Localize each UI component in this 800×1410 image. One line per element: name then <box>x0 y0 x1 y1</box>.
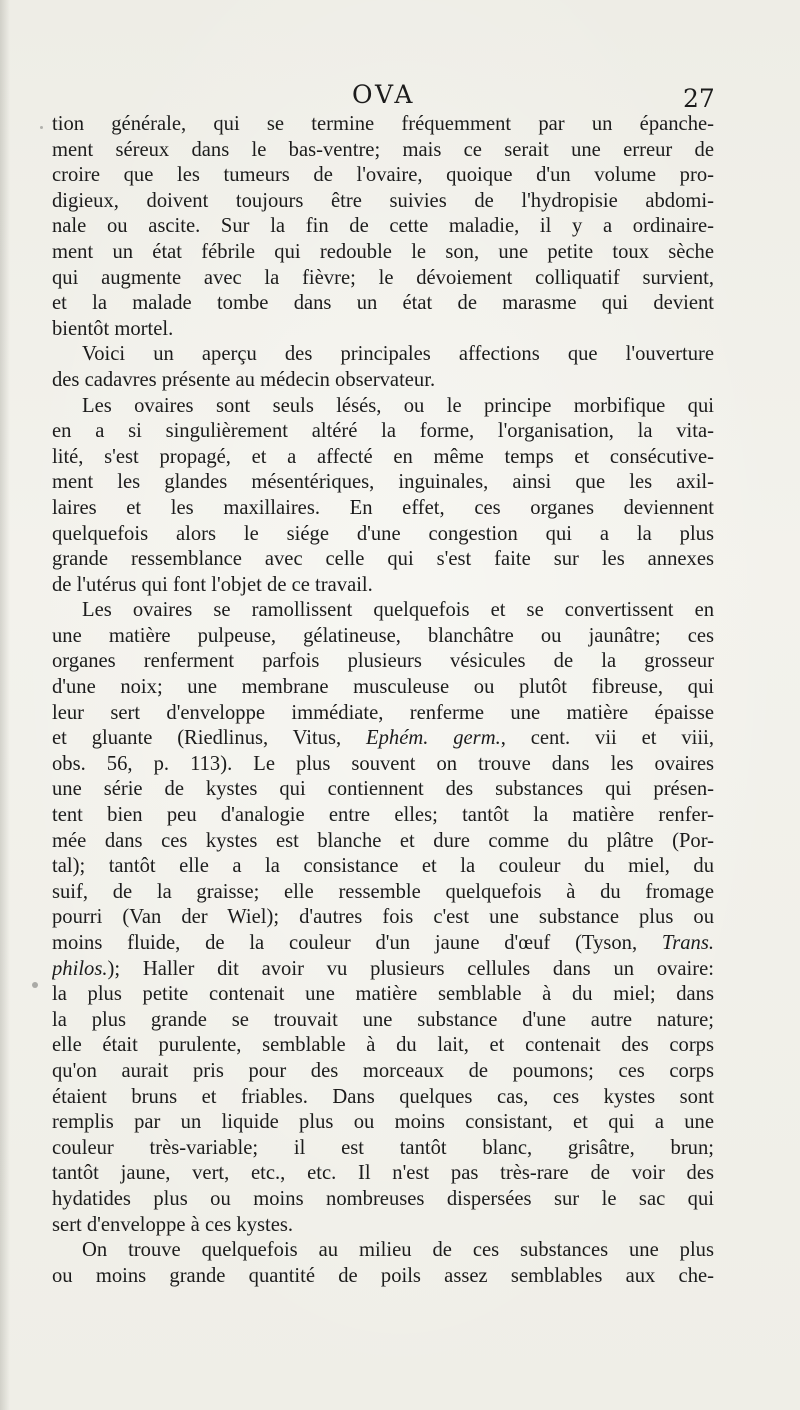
italic-citation: Trans. <box>661 932 714 954</box>
text-line: qui augmente avec la fièvre; le dévoiement colliquatif survient, <box>52 266 714 289</box>
text-line: hydatides plus ou moins nombreuses dispersées sur le sac qui <box>52 1187 714 1210</box>
running-head <box>0 80 800 114</box>
text-line: une matière pulpeuse, gélatineuse, blanchâtre ou jaunâtre; ces <box>52 624 714 647</box>
text-line: remplis par un liquide plus ou moins consistant, et qui a une <box>52 1111 714 1134</box>
text-line: organes renferment parfois plusieurs vésicules de la grosseur <box>52 650 714 673</box>
text-line: lité, s'est propagé, et a affecté en même temps et consécutive- <box>52 445 714 468</box>
text-line: étaient bruns et friables. Dans quelques cas, ces kystes sont <box>52 1085 714 1108</box>
text-run: , cent. vii et viii, <box>500 727 714 750</box>
text-line: laires et les maxillaires. En effet, ces organes deviennent <box>52 496 714 519</box>
text-line: pourri (Van der Wiel); d'autres fois c'est une substance plus ou <box>52 906 714 929</box>
italic-citation: Ephém. germ. <box>366 727 501 750</box>
paragraph-first-line: Les ovaires sont seuls lésés, ou le principe morbifique qui <box>82 394 714 417</box>
text-line: bientôt mortel. <box>52 317 174 340</box>
paragraph-first-line: On trouve quelquefois au milieu de ces substances une plus <box>82 1239 714 1262</box>
text-line: sert d'enveloppe à ces kystes. <box>52 1213 294 1236</box>
text-line: et la malade tombe dans un état de marasme qui devient <box>52 292 714 315</box>
text-line: croire que les tumeurs de l'ovaire, quoique d'un volume pro- <box>52 164 714 187</box>
text-line: tent bien peu d'analogie entre elles; tantôt la matière renfer- <box>52 804 714 827</box>
page-edge-shadow <box>0 0 10 1410</box>
text-line <box>52 726 714 752</box>
text-line: couleur très-variable; il est tantôt blanc, grisâtre, brun; <box>52 1136 714 1159</box>
text-line: leur sert d'enveloppe immédiate, renferme une matière épaisse <box>52 701 714 724</box>
text-line: mée dans ces kystes est blanche et dure comme du plâtre (Por- <box>52 829 714 852</box>
ink-speck <box>40 126 43 129</box>
text-line <box>52 957 714 983</box>
text-line: ment séreux dans le bas-ventre; mais ce serait une erreur de <box>52 138 714 161</box>
text-line: la plus petite contenait une matière semblable à du miel; dans <box>52 983 714 1006</box>
text-line: ment un état fébrile qui redouble le son, une petite toux sèche <box>52 240 714 263</box>
text-line: ou moins grande quantité de poils assez semblables aux che- <box>52 1264 714 1287</box>
paragraph-first-line: Les ovaires se ramollissent quelquefois et se convertissent en <box>82 599 714 622</box>
text-line: une série de kystes qui contiennent des substances qui présen- <box>52 778 714 801</box>
text-line: en a si singulièrement altéré la forme, l'organisation, la vita- <box>52 420 714 443</box>
paragraph-first-line: Voici un aperçu des principales affections que l'ouverture <box>82 343 714 366</box>
text-line: tion générale, qui se termine fréquemment par un épanche- <box>52 113 714 135</box>
running-title: OVA <box>352 80 416 109</box>
text-line: de l'utérus qui font l'objet de ce travail. <box>52 573 373 596</box>
text-line: des cadavres présente au médecin observateur. <box>52 368 436 391</box>
text-line: ment les glandes mésentériques, inguinales, ainsi que les axil- <box>52 471 714 494</box>
text-line <box>52 931 714 957</box>
text-run: et gluante (Riedlinus, Vitus, <box>52 727 367 750</box>
text-line: quelquefois alors le siége d'une congestion qui a la plus <box>52 522 714 545</box>
italic-citation: philos. <box>52 957 108 980</box>
text-line: qu'on aurait pris pour des morceaux de poumons; ces corps <box>52 1059 714 1082</box>
body-text <box>52 112 714 1289</box>
ink-speck <box>32 982 38 988</box>
text-line: obs. 56, p. 113). Le plus souvent on trouve dans les ovaires <box>52 752 714 775</box>
text-line: d'une noix; une membrane musculeuse ou plutôt fibreuse, qui <box>52 676 714 699</box>
text-line: grande ressemblance avec celle qui s'est faite sur les annexes <box>52 548 714 571</box>
text-line: suif, de la graisse; elle ressemble quelquefois à du fromage <box>52 880 714 903</box>
text-line: tal); tantôt elle a la consistance et la couleur du miel, du <box>52 855 714 878</box>
text-line: nale ou ascite. Sur la fin de cette maladie, il y a ordinaire- <box>52 215 714 238</box>
text-line: digieux, doivent toujours être suivies de l'hydropisie abdomi- <box>52 189 714 212</box>
text-line: tantôt jaune, vert, etc., etc. Il n'est pas très-rare de voir des <box>52 1162 714 1185</box>
text-run: moins fluide, de la couleur d'un jaune d'œuf (Tyson, <box>52 932 662 954</box>
page-number: 27 <box>683 84 715 113</box>
text-line: elle était purulente, semblable à du lait, et contenait des corps <box>52 1034 714 1057</box>
text-line: la plus grande se trouvait une substance d'une autre nature; <box>52 1008 714 1031</box>
text-run: ); Haller dit avoir vu plusieurs cellules dans un ovaire: <box>107 957 714 980</box>
